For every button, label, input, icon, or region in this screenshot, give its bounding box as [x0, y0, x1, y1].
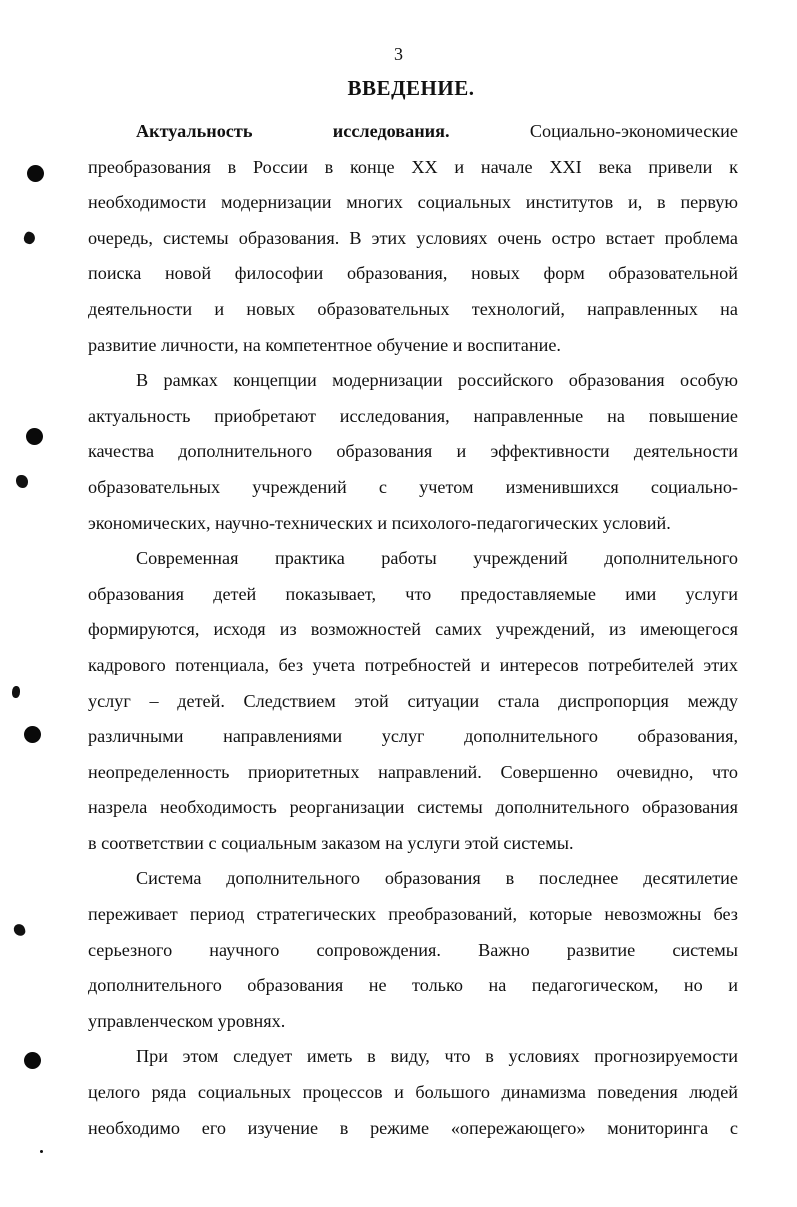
- bold-lead-research: исследования.: [332, 121, 450, 141]
- text-line: [88, 114, 738, 150]
- text-line: деятельности и новых образовательных технологий, направленных на: [88, 298, 738, 319]
- text-line: необходимости модернизации многих социальных институтов и, в первую: [88, 192, 738, 213]
- text-line: При этом следует иметь в виду, что в условиях прогнозируемости: [136, 1046, 738, 1067]
- page-number: 3: [394, 44, 403, 64]
- text-line: переживает период стратегических преобразований, которые невозможны без: [88, 904, 738, 925]
- paragraph-practice: [88, 541, 738, 861]
- text-line: преобразования в России в конце XX и начале XXI века привели к: [88, 156, 738, 177]
- text-line: развитие личности, на компетентное обучение и воспитание.: [88, 334, 561, 355]
- scan-speck: [40, 1150, 43, 1153]
- binder-hole: [24, 1052, 41, 1069]
- text-line: назрела необходимость реорганизации системы дополнительного образования: [88, 797, 738, 818]
- text-line: услуг – детей. Следствием этой ситуации стала диспропорция между: [88, 690, 738, 711]
- paragraph-modernization: [88, 363, 738, 541]
- scan-speck: [22, 230, 36, 245]
- text-line: в соответствии с социальным заказом на услуги этой системы.: [88, 832, 574, 853]
- text-line: В рамках концепции модернизации российского образования особую: [136, 370, 738, 391]
- scan-speck: [12, 686, 20, 698]
- text-line: неопределенность приоритетных направлений. Совершенно очевидно, что: [88, 761, 738, 782]
- body-text: [88, 114, 738, 1146]
- text-line: Современная практика работы учреждений дополнительного: [136, 548, 738, 569]
- text-line: формируются, исходя из возможностей самих учреждений, из имеющегося: [88, 619, 738, 640]
- text-line: качества дополнительного образования и эффективности деятельности: [88, 441, 738, 462]
- text-line: кадрового потенциала, без учета потребностей и интересов потребителей этих: [88, 654, 738, 675]
- text-line: актуальность приобретают исследования, направленные на повышение: [88, 405, 738, 426]
- paragraph-monitoring: [88, 1039, 738, 1146]
- text-line: целого ряда социальных процессов и большого динамизма поведения людей: [88, 1082, 738, 1103]
- text-line: дополнительного образования не только на педагогическом, но и: [88, 975, 738, 996]
- text-line: поиска новой философии образования, новых форм образовательной: [88, 263, 738, 284]
- text-line: различными направлениями услуг дополнительного образования,: [88, 726, 738, 747]
- text-line: серьезного научного сопровождения. Важно развитие системы: [88, 939, 738, 960]
- bold-lead-relevance: Актуальность: [136, 121, 253, 141]
- binder-hole: [24, 726, 41, 743]
- text-line: необходимо его изучение в режиме «опережающего» мониторинга с: [88, 1117, 738, 1138]
- text-line: образовательных учреждений с учетом изменившихся социально-: [88, 476, 738, 497]
- paragraph-relevance: [88, 114, 738, 363]
- text-line: Система дополнительного образования в последнее десятилетие: [136, 868, 738, 889]
- scan-speck: [13, 923, 27, 937]
- page-title: ВВЕДЕНИЕ.: [347, 76, 475, 100]
- scan-speck: [16, 475, 28, 488]
- text-line: очередь, системы образования. В этих условиях очень остро встает проблема: [88, 227, 738, 248]
- paragraph-system: [88, 861, 738, 1039]
- binder-hole: [26, 428, 43, 445]
- text-line: управленческом уровнях.: [88, 1010, 286, 1031]
- text-line: экономических, научно-технических и психолого-педагогических условий.: [88, 512, 671, 533]
- text-line: образования детей показывает, что предоставляемые ими услуги: [88, 583, 738, 604]
- binder-hole: [27, 165, 44, 182]
- text-fragment: Социально-экономические: [529, 121, 738, 141]
